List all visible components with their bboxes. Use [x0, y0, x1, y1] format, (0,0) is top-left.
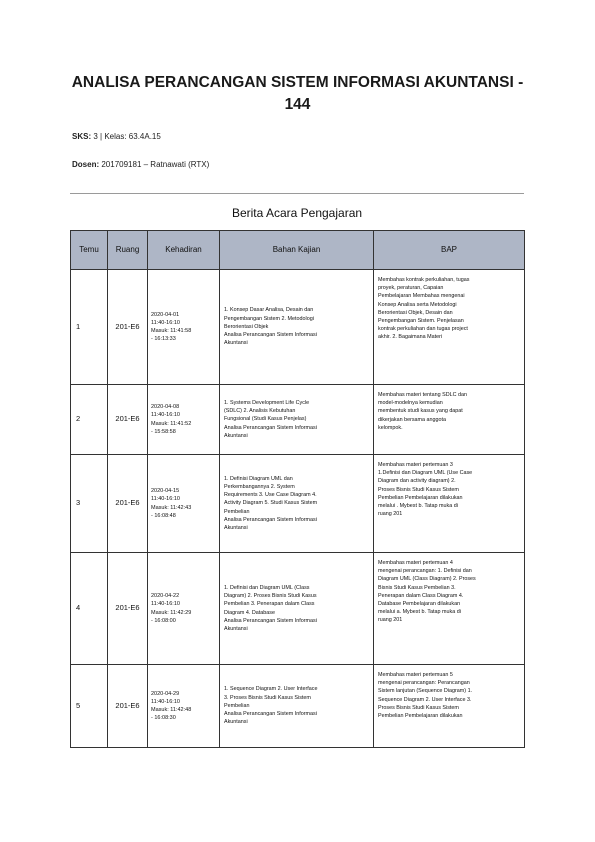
bahan-line: Berorientasi Objek: [224, 323, 269, 330]
bap-line: membentuk studi kasus yang dapat: [378, 408, 463, 415]
kehadiran-line: Masuk: 11:42:43: [151, 504, 192, 511]
bap-line: dikerjakan bersama anggota: [378, 416, 447, 423]
bahan-line: 3. Proses Bisnis Studi Kasus Sistem: [224, 694, 311, 701]
kehadiran-line: 11:40-16:10: [151, 601, 180, 608]
kehadiran-line: Masuk: 11:41:52: [151, 420, 192, 427]
kehadiran-line: Masuk: 11:42:48: [151, 707, 192, 713]
bap-line: Membahas kontrak perkuliahan, tugas: [378, 277, 470, 283]
bahan-line: 1. Definisi Diagram UML dan: [224, 475, 293, 482]
bahan-line: Akuntansi: [224, 432, 248, 439]
bap-line: Pembelian Pembelajaran dilakukan: [378, 713, 463, 720]
bap-line: ruang 201: [378, 617, 403, 624]
cell-kehadiran: [148, 270, 220, 385]
cell-bap: [374, 553, 525, 665]
cell-bap: [374, 665, 525, 748]
cell-temu: 4: [71, 553, 108, 665]
header-bahan-kajian: Bahan Kajian: [220, 231, 374, 270]
bap-line: Pembelian Pembelajaran dilakukan: [378, 494, 463, 501]
bap-line: Proses Bisnis Studi Kasus Sistem: [378, 704, 459, 711]
kehadiran-line: 11:40-16:10: [151, 319, 180, 326]
cell-kehadiran: [148, 385, 220, 455]
cell-bap: [374, 270, 525, 385]
kehadiran-line: Masuk: 11:41:58: [151, 328, 192, 334]
bahan-line: 1. Definisi dan Diagram UML (Class: [224, 584, 310, 591]
cell-temu: 2: [71, 385, 108, 455]
kehadiran-line: Masuk: 11:42:29: [151, 609, 192, 616]
cell-temu: 3: [71, 455, 108, 553]
bap-line: Penerapan dalam Class Diagram 4.: [378, 592, 464, 599]
bap-line: Pembelajaran Membahas mengenai: [378, 293, 465, 300]
table-row: [71, 385, 525, 455]
lecturer-info: [72, 160, 209, 169]
document-title: ANALISA PERANCANGAN SISTEM INFORMASI AKUNTANSI - 144: [71, 74, 524, 113]
bahan-line: Activity Diagram 5. Studi Kasus Sistem: [224, 500, 318, 507]
cell-ruang: 201-E6: [108, 270, 148, 385]
bap-line: akhir. 2. Bagaimana Materi: [378, 334, 443, 341]
bahan-line: Requirements 3. Use Case Diagram 4.: [224, 492, 317, 499]
table-header-row: [71, 231, 525, 270]
bap-line: kontrak perkuliahan dan tugas project: [378, 326, 468, 333]
bap-line: Sistem lanjutan (Sequence Diagram) 1.: [378, 688, 473, 695]
sks-label: SKS:: [72, 132, 92, 141]
bahan-line: Fungsional (Studi Kasus Penjelas): [224, 416, 307, 423]
bap-line: Membahas materi pertemuan 3: [378, 462, 453, 468]
bap-line: Pengembangan Sistem. Penjelasan: [378, 318, 464, 325]
bap-line: mengenai perancangan: Perancangan: [378, 680, 470, 687]
cell-bap: [374, 385, 525, 455]
cell-temu: 1: [71, 270, 108, 385]
bap-line: melalui . Mybest b. Tatap muka di: [378, 503, 458, 510]
bahan-line: (SDLC) 2. Analisis Kebutuhan: [224, 408, 296, 415]
kehadiran-line: 11:40-16:10: [151, 412, 180, 419]
bap-line: Berorientasi Objek, Desain dan: [378, 309, 453, 316]
kehadiran-line: 2020-04-22: [151, 593, 180, 600]
kehadiran-line: 2020-04-29: [151, 690, 180, 697]
bahan-line: Analisa Perancangan Sistem Informasi: [224, 617, 317, 624]
bahan-line: Akuntansi: [224, 719, 248, 726]
class-info: [72, 132, 161, 141]
bap-line: proyek, peraturan, Capaian: [378, 285, 444, 292]
bahan-line: Pembelian: [224, 702, 250, 709]
table-row: [71, 553, 525, 665]
cell-bap: [374, 455, 525, 553]
cell-kehadiran: [148, 553, 220, 665]
section-title: Berita Acara Pengajaran: [231, 206, 363, 220]
header-ruang: Ruang: [108, 231, 148, 270]
kehadiran-line: 2020-04-01: [151, 311, 180, 318]
bahan-line: Akuntansi: [224, 625, 248, 632]
kehadiran-line: - 16:08:00: [151, 617, 176, 624]
kehadiran-line: 2020-04-15: [151, 488, 180, 495]
bap-line: Bisnis Studi Kasus Pembelian 3.: [378, 584, 456, 591]
divider: [70, 193, 524, 194]
header-bap: BAP: [374, 231, 525, 270]
kehadiran-line: - 16:08:48: [151, 512, 176, 519]
cell-bahan-kajian: [220, 665, 374, 748]
bahan-line: Diagram 4. Database: [224, 609, 275, 616]
bahan-line: Diagram) 2. Proses Bisnis Studi Kasus: [224, 593, 317, 600]
table-row: [71, 665, 525, 748]
bap-line: Membahas materi pertemuan 4: [378, 560, 453, 566]
bap-line: Sequence Diagram 2. User Interface 3.: [378, 696, 472, 703]
bahan-line: Akuntansi: [224, 525, 248, 531]
bahan-line: Akuntansi: [224, 340, 248, 347]
bahan-line: Pengembangan Sistem 2. Metodologi: [224, 315, 314, 322]
bap-line: model-modelnya kemudian: [378, 400, 443, 407]
kehadiran-line: 11:40-16:10: [151, 698, 180, 705]
bap-line: ruang 201: [378, 511, 403, 518]
bap-line: Proses Bisnis Studi Kasus Sistem: [378, 486, 459, 493]
bahan-line: Perkembangannya 2. System: [224, 483, 295, 490]
bap-line: Konsep Analisa serta Metodologi: [378, 301, 457, 308]
cell-ruang: 201-E6: [108, 665, 148, 748]
bahan-line: 1. Sequence Diagram 2. User Interface: [224, 686, 318, 693]
bahan-line: Analisa Perancangan Sistem Informasi: [224, 711, 317, 718]
cell-ruang: 201-E6: [108, 553, 148, 665]
header-kehadiran: Kehadiran: [148, 231, 220, 270]
kehadiran-line: 2020-04-08: [151, 404, 180, 411]
sks-value: 3 | Kelas: 63.4A.15: [93, 132, 161, 141]
kehadiran-line: - 15:58:58: [151, 428, 176, 435]
cell-kehadiran: [148, 455, 220, 553]
bahan-line: Analisa Perancangan Sistem Informasi: [224, 424, 317, 431]
cell-ruang: 201-E6: [108, 455, 148, 553]
bap-line: Diagram UML (Class Diagram) 2. Proses: [378, 576, 476, 583]
cell-temu: 5: [71, 665, 108, 748]
bap-line: melalui a. Mybest b. Tatap muka di: [378, 609, 461, 616]
bahan-line: Pembelian: [224, 508, 250, 515]
teaching-record-table: [70, 230, 525, 748]
dosen-value: 201709181 – Ratnawati (RTX): [101, 160, 210, 169]
bahan-line: Analisa Perancangan Sistem Informasi: [224, 516, 317, 523]
cell-bahan-kajian: [220, 553, 374, 665]
dosen-label: Dosen:: [72, 160, 100, 169]
table-row: [71, 455, 525, 553]
cell-ruang: 201-E6: [108, 385, 148, 455]
bap-line: mengenai perancangan: 1. Definisi dan: [378, 568, 472, 575]
bahan-line: 1. Systems Development Life Cycle: [224, 399, 310, 406]
bap-line: Diagram dan activity diagram) 2.: [378, 478, 456, 485]
bahan-line: Pembelian 3. Penerapan dalam Class: [224, 601, 315, 608]
bahan-line: 1. Konsep Dasar Analisa, Desain dan: [224, 307, 314, 314]
header-temu: Temu: [71, 231, 108, 270]
bap-line: Database Pembelajaran dilakukan: [378, 601, 461, 608]
bap-line: 1.Definisi dan Diagram UML (Use Case: [378, 470, 473, 477]
cell-bahan-kajian: [220, 455, 374, 553]
cell-kehadiran: [148, 665, 220, 748]
bahan-line: Analisa Perancangan Sistem Informasi: [224, 332, 317, 339]
kehadiran-line: 11:40-16:10: [151, 496, 180, 503]
kehadiran-line: - 16:13:33: [151, 336, 176, 343]
bap-line: Membahas materi pertemuan 5: [378, 672, 453, 678]
bap-line: kelompok.: [378, 424, 403, 431]
cell-bahan-kajian: [220, 385, 374, 455]
table-row: [71, 270, 525, 385]
cell-bahan-kajian: [220, 270, 374, 385]
bap-line: Membahas materi tentang SDLC dan: [378, 392, 467, 398]
kehadiran-line: - 16:08:30: [151, 715, 176, 722]
